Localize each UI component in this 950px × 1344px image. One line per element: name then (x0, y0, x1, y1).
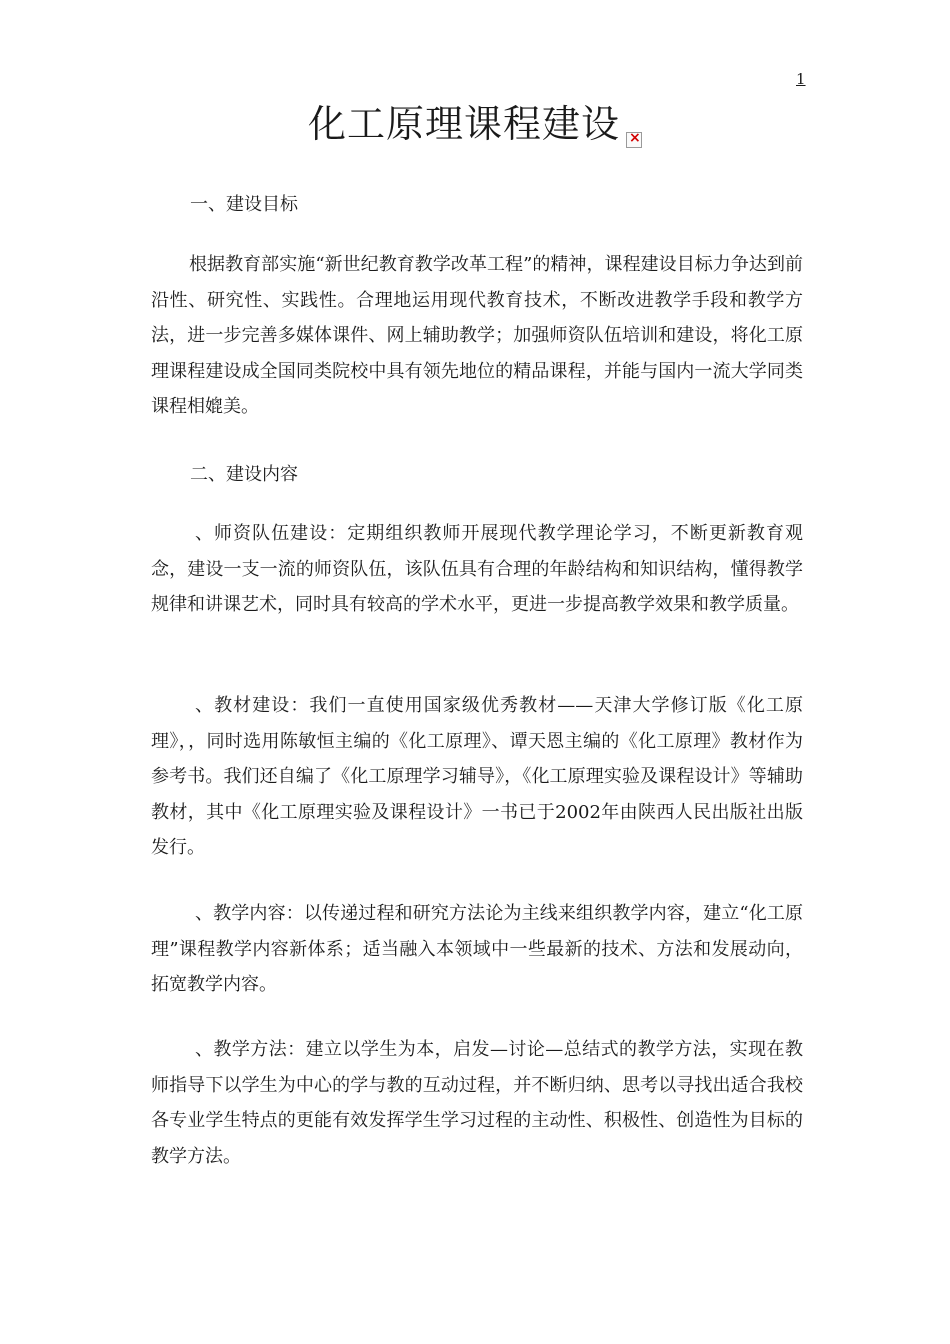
paragraph: 、师资队伍建设：定期组织教师开展现代教学理论学习，不断更新教育观念，建设一支一流的师资队伍，该队伍具有合理的年龄结构和知识结构，懂得教学规律和讲课艺术，同时具有较高的学术水平，更进一步提高教学效果和教学质量。 (151, 523, 803, 615)
broken-image-icon (626, 132, 642, 148)
paragraph: 、教学内容：以传递过程和研究方法论为主线来组织教学内容，建立“化工原理”课程教学内容新体系；适当融入本领域中一些最新的技术、方法和发展动向，拓宽教学内容。 (151, 903, 803, 995)
teaching-method-paragraph (151, 1032, 803, 1174)
section-heading-goals: 一、建设目标 (190, 194, 298, 215)
teaching-content-paragraph (151, 896, 803, 1003)
section-heading-content: 二、建设内容 (190, 464, 298, 485)
paragraph: 根据教育部实施“新世纪教育教学改革工程”的精神，课程建设目标力争达到前沿性、研究性、实践性。合理地运用现代教育技术，不断改进教学手段和教学方法，进一步完善多媒体课件、网上辅助教学；加强师资队伍培训和建设，将化工原理课程建设成全国同类院校中具有领先地位的精品课程，并能与国内一流大学同类课程相媲美。 (151, 254, 803, 417)
page-number: 1 (796, 70, 806, 88)
paragraph: 、教学方法：建立以学生为本，启发—讨论—总结式的教学方法，实现在教师指导下以学生为中心的学与教的互动过程，并不断归纳、思考以寻找出适合我校各专业学生特点的更能有效发挥学生学习过程的主动性、积极性、创造性为目标的教学方法。 (151, 1039, 803, 1167)
textbook-paragraph (151, 688, 803, 866)
paragraph: 、教材建设：我们一直使用国家级优秀教材——天津大学修订版《化工原理》，，同时选用陈敏恒主编的《化工原理》、谭天恩主编的《化工原理》教材作为参考书。我们还自编了《化工原理学习辅导》，《化工原理实验及课程设计》等辅助教材，其中《化工原理实验及课程设计》一书已于2002年由陕西人民出版社出版发行。 (151, 695, 803, 858)
title-block (0, 96, 950, 152)
page-title: 化工原理课程建设 (307, 102, 620, 146)
faculty-paragraph (151, 516, 803, 623)
goals-paragraph (151, 247, 803, 425)
